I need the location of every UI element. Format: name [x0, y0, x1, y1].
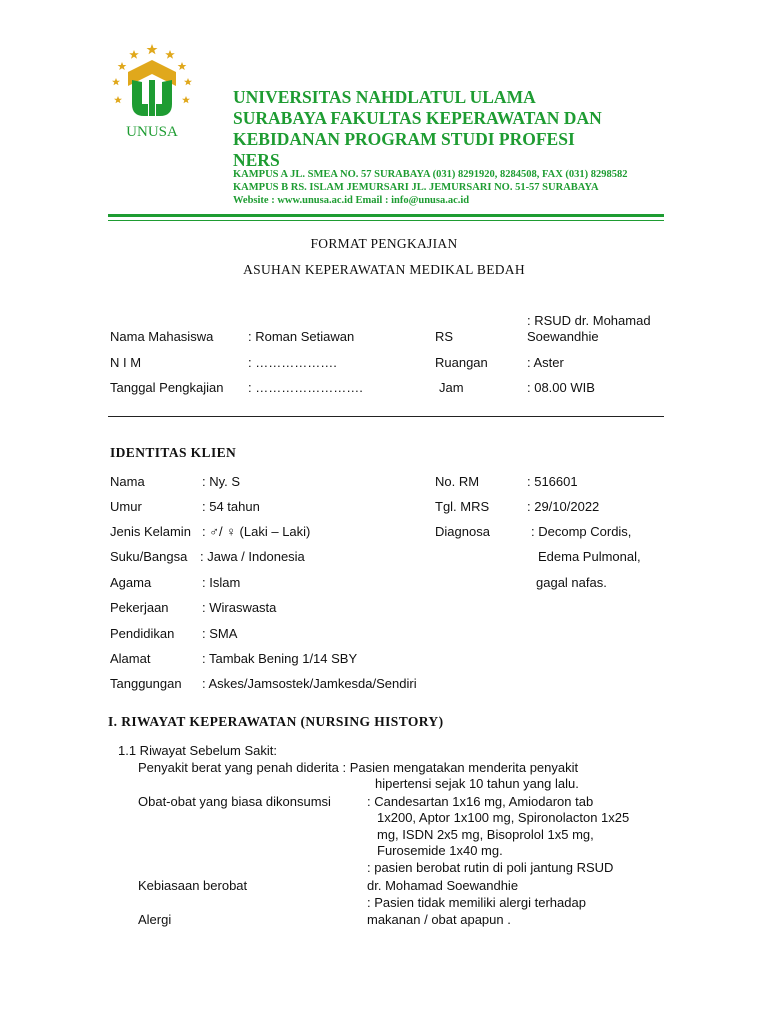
- title-format: FORMAT PENGKAJIAN: [310, 236, 458, 251]
- university-line-4: NERS: [233, 150, 280, 170]
- header-rule-thin: [108, 220, 664, 221]
- nama-label: Nama: [110, 474, 145, 489]
- student-name-value: : Roman Setiawan: [248, 329, 355, 344]
- diagnosa-line1: : Decomp Cordis,: [531, 524, 632, 539]
- jam-value: : 08.00 WIB: [527, 380, 595, 395]
- university-line-1: UNIVERSITAS NAHDLATUL ULAMA: [233, 87, 536, 107]
- date-value: : …………………….: [248, 380, 363, 395]
- obat-line4: Furosemide 1x40 mg.: [377, 843, 503, 858]
- jam-label: Jam: [439, 380, 464, 395]
- diagnosa-label: Diagnosa: [435, 524, 490, 539]
- penyakit-line1: Penyakit berat yang penah diderita : Pasien mengatakan menderita penyakit: [138, 760, 579, 775]
- student-name-label: Nama Mahasiswa: [110, 329, 214, 344]
- ruangan-value: : Aster: [527, 355, 564, 370]
- pendidikan-label: Pendidikan: [110, 626, 175, 641]
- university-line-3: KEBIDANAN PROGRAM STUDI PROFESI: [233, 129, 575, 149]
- pekerjaan-value: : Wiraswasta: [202, 600, 277, 615]
- pekerjaan-label: Pekerjaan: [110, 600, 169, 615]
- alamat-label: Alamat: [110, 651, 151, 666]
- nim-label: N I M: [110, 355, 142, 370]
- tanggungan-value: : Askes/Jamsostek/Jamkesda/Sendiri: [202, 676, 417, 691]
- penyakit-line2: hipertensi sejak 10 tahun yang lalu.: [375, 776, 579, 791]
- kebiasaan-line2: dr. Mohamad Soewandhie: [367, 878, 519, 893]
- kebiasaan-line1: : pasien berobat rutin di poli jantung RSUD: [367, 860, 614, 875]
- riwayat-heading: I. RIWAYAT KEPERAWATAN (NURSING HISTORY): [108, 714, 444, 729]
- obat-line2: 1x200, Aptor 1x100 mg, Spironolacton 1x25: [377, 810, 630, 825]
- rm-label: No. RM: [435, 474, 480, 489]
- university-name: [233, 87, 693, 171]
- obat-line3: mg, ISDN 2x5 mg, Bisoprolol 1x5 mg,: [377, 827, 594, 842]
- rs-value-line2: Soewandhie: [527, 329, 599, 344]
- date-label: Tanggal Pengkajian: [110, 380, 224, 395]
- umur-label: Umur: [110, 499, 142, 514]
- nama-value: : Ny. S: [202, 474, 241, 489]
- nim-value: : ……………….: [248, 355, 337, 370]
- header-rule-thick: [108, 214, 664, 217]
- rs-value-line1: : RSUD dr. Mohamad: [527, 313, 651, 328]
- agama-label: Agama: [110, 575, 152, 590]
- divider: [108, 416, 664, 417]
- title-asuhan: ASUHAN KEPERAWATAN MEDIKAL BEDAH: [243, 262, 525, 277]
- alergi-line1: : Pasien tidak memiliki alergi terhadap: [367, 895, 586, 910]
- address-campus-b: KAMPUS B RS. ISLAM JEMURSARI JL. JEMURSARI NO. 51-57 SURABAYA: [233, 182, 599, 193]
- riwayat-subheading: 1.1 Riwayat Sebelum Sakit:: [118, 743, 277, 758]
- address-campus-a: KAMPUS A JL. SMEA NO. 57 SURABAYA (031) 8291920, 8284508, FAX (031) 8298582: [233, 169, 628, 180]
- ruangan-label: Ruangan: [435, 355, 488, 370]
- website-email: Website : www.unusa.ac.id Email : info@unusa.ac.id: [233, 195, 470, 206]
- mrs-label: Tgl. MRS: [435, 499, 490, 514]
- pendidikan-value: : SMA: [202, 626, 238, 641]
- kebiasaan-label: Kebiasaan berobat: [138, 878, 248, 893]
- tanggungan-label: Tanggungan: [110, 676, 182, 691]
- umur-value: : 54 tahun: [202, 499, 260, 514]
- mrs-value: : 29/10/2022: [527, 499, 600, 514]
- diagnosa-line3: gagal nafas.: [536, 575, 607, 590]
- identitas-heading: IDENTITAS KLIEN: [110, 445, 237, 460]
- jenis-kelamin-value: : ♂/ ♀ (Laki – Laki): [202, 524, 311, 539]
- alergi-label: Alergi: [138, 912, 172, 927]
- suku-value: : Jawa / Indonesia: [200, 549, 305, 564]
- rs-label: RS: [435, 329, 454, 344]
- logo-text: UNUSA: [126, 124, 178, 140]
- jenis-kelamin-label: Jenis Kelamin: [110, 524, 191, 539]
- alergi-line2: makanan / obat apapun .: [367, 912, 511, 927]
- diagnosa-line2: Edema Pulmonal,: [538, 549, 641, 564]
- alamat-value: : Tambak Bening 1/14 SBY: [202, 651, 358, 666]
- rm-value: : 516601: [527, 474, 578, 489]
- suku-label: Suku/Bangsa: [110, 549, 188, 564]
- obat-line1: : Candesartan 1x16 mg, Amiodaron tab: [367, 794, 594, 809]
- university-line-2: SURABAYA FAKULTAS KEPERAWATAN DAN: [233, 108, 602, 128]
- unusa-logo: [112, 42, 192, 152]
- agama-value: : Islam: [202, 575, 241, 590]
- obat-label: Obat-obat yang biasa dikonsumsi: [138, 794, 331, 809]
